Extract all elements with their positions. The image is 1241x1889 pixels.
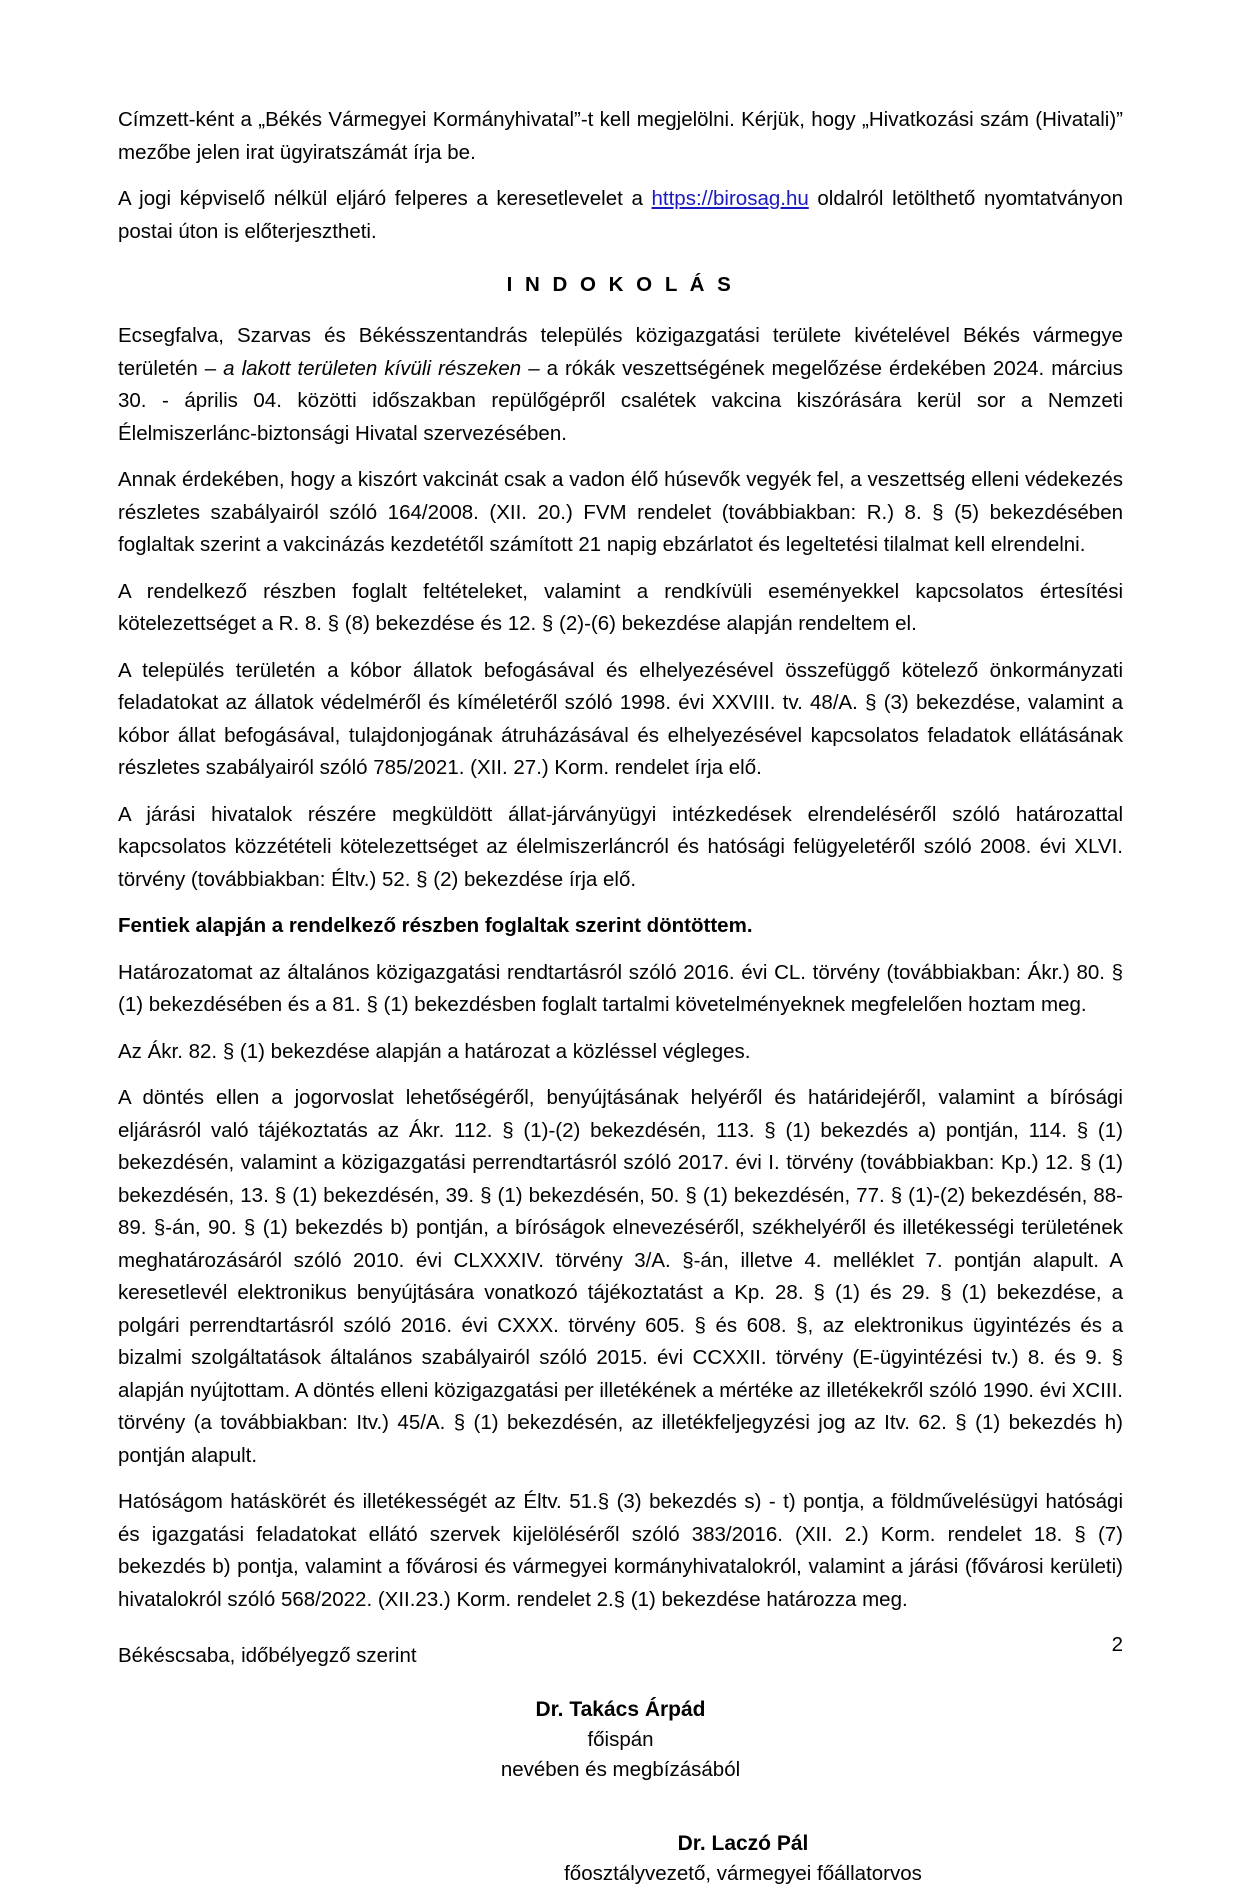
signature-block-primary	[118, 1695, 1123, 1785]
section-heading-indokolas: I N D O K O L Á S	[506, 273, 735, 296]
signatory-primary-title: főispán	[587, 1727, 654, 1751]
page-number: 2	[1111, 1633, 1123, 1656]
paragraph-akr-82: Az Ákr. 82. § (1) bekezdése alapján a határozat a közléssel végleges.	[118, 1039, 751, 1063]
signature-block-secondary	[118, 1829, 1123, 1889]
paragraph-ecsegfalva-emphasis: a lakott területen kívüli részeken	[223, 356, 522, 380]
paragraph-telepules-terulete: A település területén a kóbor állatok befogásával és elhelyezésével összefüggő kötelező önkormányzati feladatokat az állatok védelméről és kíméletéről szóló 1998. évi XXVIII. tv. 48/A. § (3) bekezdése, valamint a kóbor állat befogásával, tulajdonjogának átruházásával és elhelyezésével kapcsolatos feladatok ellátásának részletes szabályairól szóló 785/2021. (XII. 27.) Korm. rendelet írja elő.	[118, 658, 1123, 779]
paragraph-jogi-kepviselo-part2: oldalról letölthető nyomtatványon postai úton is előterjesztheti.	[118, 187, 1123, 243]
signatory-secondary-name: Dr. Laczó Pál	[677, 1831, 809, 1855]
paragraph-hatosagom: Hatóságom hatáskörét és illetékességét az Éltv. 51.§ (3) bekezdés s) - t) pontja, a földművelésügyi hatósági és igazgatási feladatokat ellátó szervek kijelöléséről szóló 383/2016. (XII. 2.) Korm. rendelet 18. § (7) bekezdés b) pontja, valamint a fővárosi és vármegyei kormányhivatalokról, valamint a járási (fővárosi kerületi) hivatalokról szóló 568/2022. (XII.23.) Korm. rendelet 2.§ (1) bekezdése határozza meg.	[118, 1490, 1123, 1611]
paragraph-jarasi-hivatalok: A járási hivatalok részére megküldött állat-járványügyi intézkedések elrendeléséről szóló határozattal kapcsolatos közzétételi kötelezettséget az élelmiszerláncról és hatósági felügyeletéről szóló 2008. évi XLVI. törvény (továbbiakban: Éltv.) 52. § (2) bekezdése írja elő.	[118, 802, 1123, 891]
bold-statement-dontottem: Fentiek alapján a rendelkező részben foglaltak szerint döntöttem.	[118, 914, 753, 937]
signatory-secondary-title: főosztályvezető, vármegyei főállatorvos	[564, 1861, 922, 1885]
document-body	[118, 104, 1123, 1889]
paragraph-dontes-ellen: A döntés ellen a jogorvoslat lehetőségéről, benyújtásának helyéről és határidejéről, valamint a bírósági eljárásról való tájékoztatás az Ákr. 112. § (1)-(2) bekezdésén, 113. § (1) bekezdés a) pontján, 114. § (1) bekezdésén, valamint a közigazgatási perrendtartásról szóló 2017. évi I. törvény (továbbiakban: Kp.) 12. § (1) bekezdésén, 13. § (1) bekezdésén, 39. § (1) bekezdésén, 50. § (1) bekezdésén, 77. § (1)-(2) bekezdésén, 88-89. §-án, 90. § (1) bekezdés b) pontján, a bíróságok elnevezéséről, székhelyéről és illetékességi területének meghatározásáról szóló 2010. évi CLXXXIV. törvény 3/A. §-án, illetve 4. melléklet 7. pontján alapult. A keresetlevél elektronikus benyújtására vonatkozó tájékoztatást a Kp. 28. § (1) és 29. § (1) bekezdése, a polgári perrendtartásról szóló 2016. évi CXXX. törvény 605. § és 608. §, az elektronikus ügyintézés és a bizalmi szolgáltatások általános szabályairól szóló 2015. évi CCXXII. törvény (E-ügyintézési tv.) 8. és 9. § alapján nyújtottam. A döntés elleni közigazgatási per illetékének a mértéke az illetékekről szóló 1990. évi XCIII. törvény (a továbbiakban: Itv.) 45/A. § (1) bekezdésén, az illetékfeljegyzési jog az Itv. 62. § (1) bekezdés h) pontján alapult.	[118, 1086, 1123, 1467]
paragraph-ecsegfalva-part1: Ecsegfalva, Szarvas és Békésszentandrás település közigazgatási területe kivételével Békés vármegye területén –	[118, 324, 1123, 380]
place-and-date: Békéscsaba, időbélyegző szerint	[118, 1644, 417, 1667]
paragraph-jogi-kepviselo-part1: A jogi képviselő nélkül eljáró felperes a keresetlevelet a	[118, 187, 652, 210]
paragraph-hatarozatomat: Határozatomat az általános közigazgatási rendtartásról szóló 2016. évi CL. törvény (továbbiakban: Ákr.) 80. § (1) bekezdésében és a 81. § (1) bekezdésben foglalt tartalmi követelményeknek megfelelően hoztam meg.	[118, 960, 1123, 1016]
paragraph-annak-erdekeben: Annak érdekében, hogy a kiszórt vakcinát csak a vadon élő húsevők vegyék fel, a veszettség elleni védekezés részletes szabályairól szóló 164/2008. (XII. 20.) FVM rendelet (továbbiakban: R.) 8. § (5) bekezdésében foglaltak szerint a vakcinázás kezdetétől számított 21 napig ebzárlatot és legeltetési tilalmat kell elrendelni.	[118, 468, 1123, 556]
paragraph-ecsegfalva-part2: – a rókák veszettségének megelőzése érdekében 2024. március 30. - április 04. közötti időszakban repülőgépről csalétek vakcina kiszórására kerül sor a Nemzeti Élelmiszerlánc-biztonsági Hivatal szervezésében.	[118, 356, 1123, 445]
paragraph-ecsegfalva	[118, 320, 1123, 450]
paragraph-cimzett: Címzett-ként a „Békés Vármegyei Kormányhivatal”-t kell megjelölni. Kérjük, hogy „Hivatkozási szám (Hivatali)” mezőbe jelen irat ügyiratszámát írja be.	[118, 108, 1123, 164]
signatory-primary-name: Dr. Takács Árpád	[535, 1697, 706, 1721]
paragraph-jogi-kepviselo	[118, 183, 1123, 248]
signatory-primary-on-behalf: nevében és megbízásából	[500, 1757, 741, 1781]
birosag-hu-link[interactable]: https://birosag.hu	[651, 187, 809, 210]
paragraph-rendelkezo-resz: A rendelkező részben foglalt feltételeket, valamint a rendkívüli eseményekkel kapcsolatos értesítési kötelezettséget a R. 8. § (8) bekezdése és 12. § (2)-(6) bekezdése alapján rendeltem el.	[118, 579, 1123, 635]
